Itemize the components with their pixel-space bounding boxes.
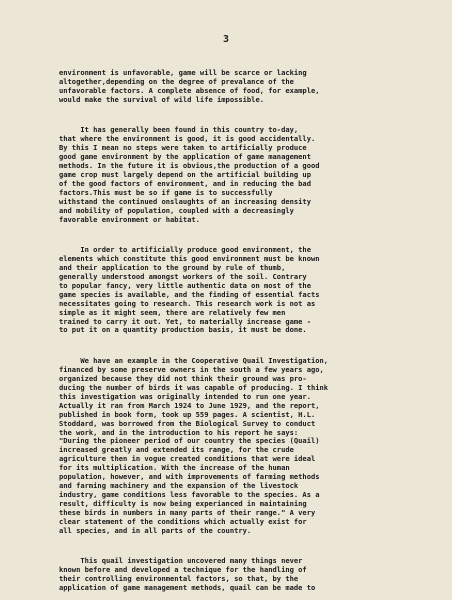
text-line: for its multiplication. With the increase of the human <box>59 463 290 473</box>
text-line: industry, game conditions less favorable to the species. As a <box>59 489 320 499</box>
text-line: game species is available, and the finding of essential facts <box>59 289 320 299</box>
text-line: factors.This must be so if game is to successfully <box>59 187 273 197</box>
text-line: these birds in numbers in many parts of their range." A very <box>59 507 316 517</box>
text-line: necessitates going to research. This research work is not as <box>59 298 316 308</box>
text-line: elements which constitute this good environment must be known <box>59 254 320 264</box>
paragraph-2 <box>59 118 419 225</box>
text-line: application of game management methods, quail can be made to <box>59 583 316 593</box>
text-line: simple as it might seem, there are relatively few men <box>59 307 286 317</box>
text-line: would make the survival of wild life impossible. <box>59 94 264 104</box>
text-line: known before and developed a technique for the handling of <box>59 565 307 575</box>
text-line: population, however, and with improvements of farming methods <box>59 472 320 482</box>
text-line: to popular fancy, very little authentic data on most of the <box>59 280 311 290</box>
text-line: financed by some preserve owners in the south a few years ago, <box>59 365 324 375</box>
paragraph-5 <box>59 548 419 593</box>
text-line: this investigation was originally intended to run one year. <box>59 391 311 401</box>
text-line: clear statement of the conditions which actually exist for <box>59 516 307 526</box>
text-line: unfavorable factors. A complete absence of food, for example, <box>59 85 320 95</box>
text-line: and their application to the ground by rule of thumb, <box>59 263 286 273</box>
paragraph-4 <box>59 348 419 535</box>
text-line: We have an example in the Cooperative Quail Investigation, <box>59 356 329 366</box>
text-line: favorable environment or habitat. <box>59 214 200 224</box>
text-line: published in book form, took up 559 pages. A scientist, H.L. <box>59 409 316 419</box>
text-line: organized because they did not think their ground was pro- <box>59 374 307 384</box>
paragraph-3 <box>59 237 419 335</box>
text-line: generally understood amongst workers of the soil. Contrary <box>59 272 307 282</box>
text-line: of the good factors of environment, and in reducing the bad <box>59 178 311 188</box>
text-line: methods. In the future it is obvious,the production of a good <box>59 161 320 171</box>
text-line: and farming machinery and the expansion of the livestock <box>59 480 299 490</box>
text-line: Actually it ran from March 1924 to June 1929, and the report, <box>59 400 320 410</box>
text-line: withstand the continued onslaughts of an increasing density <box>59 196 311 206</box>
text-line: trained to carry it out. Yet, to materially increase game - <box>59 316 311 326</box>
text-line: environment is unfavorable, game will be scarce or lacking <box>59 67 307 77</box>
text-line: By this I mean no steps were taken to artificially produce <box>59 143 307 153</box>
text-line: "During the pioneer period of our country the species (Quail) <box>59 436 320 446</box>
text-line: and mobility of population, coupled with a decreasingly <box>59 205 294 215</box>
body-text <box>59 60 419 600</box>
text-line: agriculture then in vogue created conditions that were ideal <box>59 454 316 464</box>
page-number: 3 <box>222 34 230 45</box>
text-line: increased greatly and extended its range, for the crude <box>59 445 294 455</box>
text-line: that where the environment is good, it is good accidentally. <box>59 134 316 144</box>
text-line: to put it on a quantity production basis, it must be done. <box>59 325 307 335</box>
text-line: good game environment by the application of game management <box>59 152 311 162</box>
text-line: In order to artificially produce good environment, the <box>59 245 311 255</box>
text-line: result, difficulty is now being experianced in maintaining <box>59 498 307 508</box>
text-line: It has generally been found in this country to-day, <box>59 125 299 135</box>
text-line: ducing the number of birds it was capable of producing. I think <box>59 383 329 392</box>
text-line: the work, and in the introduction to his report he says: <box>59 427 299 437</box>
text-line: game crop must largely depend on the artificial building up <box>59 169 311 179</box>
paragraph-1 <box>59 60 419 105</box>
text-line: This quail investigation uncovered many things never <box>59 556 303 566</box>
text-line: Stoddard, was borrowed from the Biological Survey to conduct <box>59 418 316 428</box>
text-line: their controlling environmental factors, so that, by the <box>59 574 299 584</box>
text-line: altogether,depending on the degree of prevalance of the <box>59 76 294 86</box>
text-line: all species, and in all parts of the country. <box>59 525 252 535</box>
